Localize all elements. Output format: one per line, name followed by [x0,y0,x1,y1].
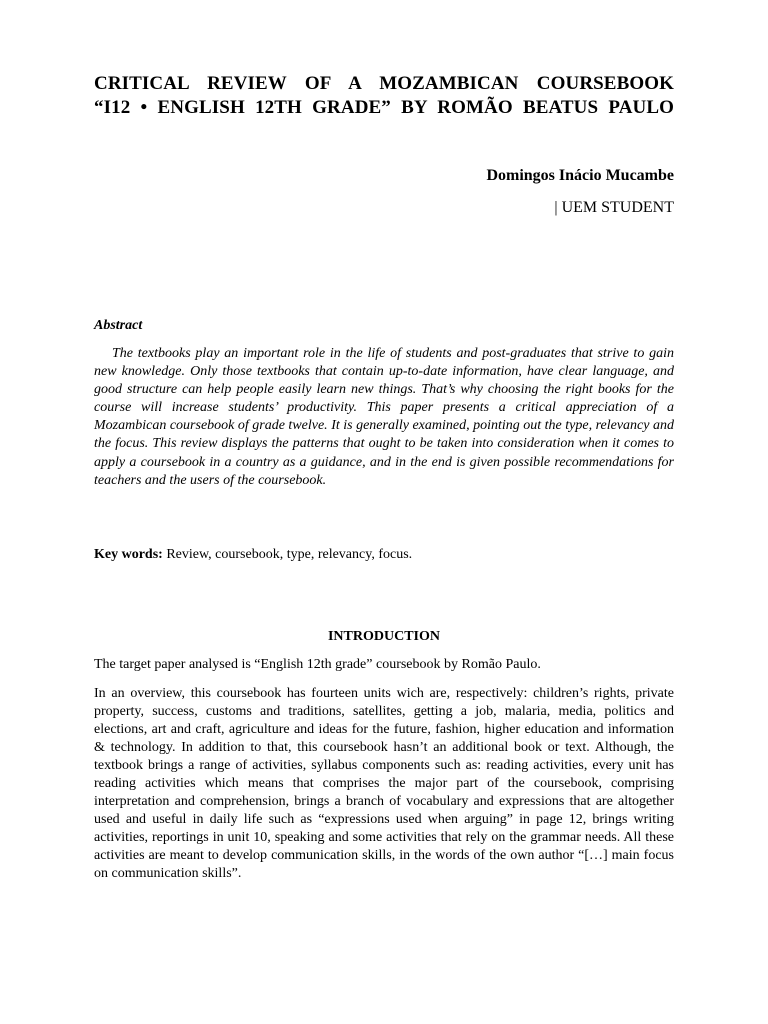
introduction-heading: INTRODUCTION [327,629,440,644]
keywords-line [94,546,674,564]
author-affiliation: | UEM STUDENT [554,199,674,216]
title-line-1: CRITICAL REVIEW OF A MOZAMBICAN COURSEBOOK [94,73,674,94]
paper-title [94,72,674,120]
abstract-heading: Abstract [94,318,143,333]
title-line-2: “I12 • ENGLISH 12TH GRADE” BY ROMÃO BEATUS PAULO [94,97,674,118]
keywords-text: Review, coursebook, type, relevancy, focus. [162,547,413,562]
abstract-body: The textbooks play an important role in the life of students and post-graduates that strive to gain new knowledge. Only those textbooks that contain up-to-date information, have clear language, and good structure can help people easily learn new things. That’s why choosing the right books for the course will increase students’ productivity. This paper presents a critical appreciation of a Mozambican coursebook of grade twelve. It is generally examined, pointing out the type, relevancy and the focus. This review displays the patterns that ought to be taken into consideration when it comes to apply a coursebook in a country as a guidance, and in the end is given possible recommendations for teachers and the users of the coursebook. [94,346,674,488]
introduction-paragraph-1: The target paper analysed is “English 12th grade” coursebook by Romão Paulo. [94,657,541,672]
introduction-paragraph-2: In an overview, this coursebook has fourteen units wich are, respectively: children’s rights, private property, success, customs and traditions, satellites, getting a job, malaria, media, politics and elections, art and craft, agriculture and ideas for the future, fashion, higher education and information & technology. In addition to that, this coursebook hasn’t an additional book or text. Although, the textbook brings a range of activities, syllabus components such as: reading activities, every unit has reading activities which means that comprises the major part of the coursebook, comprising interpretation and comprehension, brings a branch of vocabulary and expressions that are altogether used and useful in daily life such as “expressions used when arguing” in page 12, brings writing activities, reportings in unit 10, speaking and some activities that rely on the grammar needs. All these activities are meant to develop communication skills, in the words of the own author “[…] main focus on communication skills”. [94,686,674,881]
keywords-label: Key words: [94,547,163,562]
author-name: Domingos Inácio Mucambe [486,167,674,184]
